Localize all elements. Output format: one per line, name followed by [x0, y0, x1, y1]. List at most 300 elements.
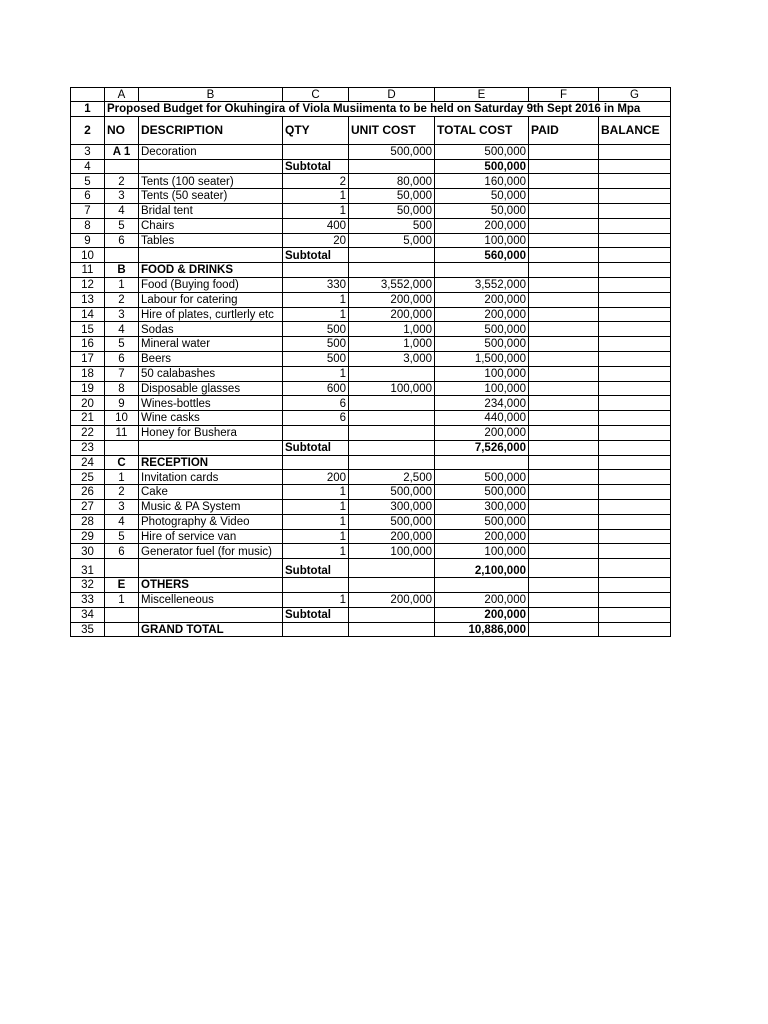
- table-row: [71, 337, 671, 352]
- item-paid: [529, 559, 599, 578]
- item-unit-cost: [349, 455, 435, 470]
- item-no: 3: [105, 307, 139, 322]
- table-row: [71, 592, 671, 607]
- item-description: [139, 248, 283, 263]
- item-unit-cost: 1,000: [349, 337, 435, 352]
- item-qty: [283, 622, 349, 637]
- item-no: 5: [105, 529, 139, 544]
- column-header-row: [71, 88, 671, 102]
- item-unit-cost: [349, 622, 435, 637]
- item-qty: Subtotal: [283, 159, 349, 174]
- item-paid: [529, 322, 599, 337]
- item-unit-cost: 500,000: [349, 144, 435, 159]
- item-unit-cost: 100,000: [349, 544, 435, 559]
- item-no: [105, 622, 139, 637]
- row-number: 30: [71, 544, 105, 559]
- item-balance: [599, 470, 671, 485]
- item-balance: [599, 578, 671, 593]
- item-balance: [599, 277, 671, 292]
- row-number: 16: [71, 337, 105, 352]
- item-qty: [283, 425, 349, 440]
- item-paid: [529, 529, 599, 544]
- row-number: 28: [71, 514, 105, 529]
- row-number: 10: [71, 248, 105, 263]
- item-paid: [529, 159, 599, 174]
- item-balance: [599, 381, 671, 396]
- item-paid: [529, 189, 599, 204]
- row-number: 17: [71, 351, 105, 366]
- table-row: [71, 159, 671, 174]
- item-unit-cost: 500: [349, 218, 435, 233]
- sheet-title: Proposed Budget for Okuhingira of Viola Musiimenta to be held on Saturday 9th Sept 2016 in Mpa: [105, 102, 671, 117]
- column-header-f: F: [529, 88, 599, 102]
- item-description: [139, 159, 283, 174]
- item-balance: [599, 203, 671, 218]
- item-qty: 2: [283, 174, 349, 189]
- item-paid: [529, 351, 599, 366]
- header-qty: QTY: [283, 116, 349, 144]
- row-number: 19: [71, 381, 105, 396]
- item-no: 3: [105, 189, 139, 204]
- item-total-cost: 200,000: [435, 307, 529, 322]
- table-row: [71, 307, 671, 322]
- table-row: [71, 559, 671, 578]
- item-qty: 1: [283, 544, 349, 559]
- item-no: E: [105, 578, 139, 593]
- item-description: Honey for Bushera: [139, 425, 283, 440]
- item-description: Decoration: [139, 144, 283, 159]
- row-number: 21: [71, 411, 105, 426]
- row-number: 25: [71, 470, 105, 485]
- item-total-cost: 500,000: [435, 144, 529, 159]
- item-description: Tables: [139, 233, 283, 248]
- table-row: [71, 174, 671, 189]
- row-number: 13: [71, 292, 105, 307]
- item-balance: [599, 159, 671, 174]
- item-qty: Subtotal: [283, 559, 349, 578]
- item-paid: [529, 233, 599, 248]
- item-total-cost: 100,000: [435, 381, 529, 396]
- table-row: [71, 277, 671, 292]
- item-no: 9: [105, 396, 139, 411]
- item-no: [105, 440, 139, 455]
- item-paid: [529, 381, 599, 396]
- item-paid: [529, 396, 599, 411]
- item-total-cost: 200,000: [435, 529, 529, 544]
- item-total-cost: 50,000: [435, 203, 529, 218]
- corner-cell: [71, 88, 105, 102]
- item-qty: [283, 578, 349, 593]
- item-unit-cost: 50,000: [349, 189, 435, 204]
- item-qty: 500: [283, 322, 349, 337]
- item-total-cost: 500,000: [435, 470, 529, 485]
- item-total-cost: 100,000: [435, 544, 529, 559]
- item-paid: [529, 307, 599, 322]
- row-number: 15: [71, 322, 105, 337]
- item-balance: [599, 307, 671, 322]
- item-qty: 6: [283, 396, 349, 411]
- item-total-cost: 200,000: [435, 425, 529, 440]
- item-qty: [283, 263, 349, 278]
- item-unit-cost: [349, 607, 435, 622]
- row-number: 9: [71, 233, 105, 248]
- item-unit-cost: 1,000: [349, 322, 435, 337]
- table-row: [71, 351, 671, 366]
- table-row: [71, 514, 671, 529]
- item-balance: [599, 607, 671, 622]
- table-row: [71, 499, 671, 514]
- table-row: [71, 440, 671, 455]
- item-description: Generator fuel (for music): [139, 544, 283, 559]
- row-number: 2: [71, 116, 105, 144]
- item-paid: [529, 455, 599, 470]
- item-no: 8: [105, 381, 139, 396]
- item-qty: 330: [283, 277, 349, 292]
- item-unit-cost: 5,000: [349, 233, 435, 248]
- table-row: [71, 381, 671, 396]
- item-no: 2: [105, 174, 139, 189]
- item-unit-cost: 200,000: [349, 307, 435, 322]
- row-number: 7: [71, 203, 105, 218]
- column-header-b: B: [139, 88, 283, 102]
- row-number: 35: [71, 622, 105, 637]
- item-description: Labour for catering: [139, 292, 283, 307]
- item-no: 6: [105, 544, 139, 559]
- row-number: 32: [71, 578, 105, 593]
- item-balance: [599, 144, 671, 159]
- item-total-cost: 2,100,000: [435, 559, 529, 578]
- item-paid: [529, 277, 599, 292]
- item-balance: [599, 218, 671, 233]
- row-number: 33: [71, 592, 105, 607]
- item-description: [139, 559, 283, 578]
- item-paid: [529, 425, 599, 440]
- item-no: [105, 248, 139, 263]
- item-no: 6: [105, 351, 139, 366]
- row-number: 23: [71, 440, 105, 455]
- item-balance: [599, 366, 671, 381]
- item-balance: [599, 455, 671, 470]
- item-description: Disposable glasses: [139, 381, 283, 396]
- item-qty: 1: [283, 292, 349, 307]
- column-header-c: C: [283, 88, 349, 102]
- item-total-cost: 3,552,000: [435, 277, 529, 292]
- item-description: [139, 607, 283, 622]
- item-total-cost: 200,000: [435, 607, 529, 622]
- item-balance: [599, 559, 671, 578]
- row-number: 4: [71, 159, 105, 174]
- row-number: 14: [71, 307, 105, 322]
- item-description: Invitation cards: [139, 470, 283, 485]
- header-balance: BALANCE: [599, 116, 671, 144]
- item-qty: 20: [283, 233, 349, 248]
- item-paid: [529, 578, 599, 593]
- item-unit-cost: [349, 396, 435, 411]
- item-qty: [283, 455, 349, 470]
- item-total-cost: [435, 263, 529, 278]
- item-no: C: [105, 455, 139, 470]
- item-unit-cost: 3,552,000: [349, 277, 435, 292]
- item-description: Food (Buying food): [139, 277, 283, 292]
- item-qty: Subtotal: [283, 440, 349, 455]
- item-description: Mineral water: [139, 337, 283, 352]
- item-unit-cost: 500,000: [349, 514, 435, 529]
- row-number: 22: [71, 425, 105, 440]
- item-qty: 1: [283, 189, 349, 204]
- item-total-cost: 1,500,000: [435, 351, 529, 366]
- item-total-cost: 7,526,000: [435, 440, 529, 455]
- item-description: Beers: [139, 351, 283, 366]
- item-qty: 500: [283, 351, 349, 366]
- item-balance: [599, 499, 671, 514]
- item-no: 11: [105, 425, 139, 440]
- item-total-cost: 50,000: [435, 189, 529, 204]
- item-total-cost: 440,000: [435, 411, 529, 426]
- item-no: A 1: [105, 144, 139, 159]
- row-number: 20: [71, 396, 105, 411]
- row-number: 29: [71, 529, 105, 544]
- item-paid: [529, 592, 599, 607]
- column-header-d: D: [349, 88, 435, 102]
- sheet-body: [71, 88, 671, 637]
- item-total-cost: 500,000: [435, 514, 529, 529]
- item-total-cost: 100,000: [435, 366, 529, 381]
- table-row: [71, 203, 671, 218]
- item-balance: [599, 351, 671, 366]
- item-unit-cost: [349, 159, 435, 174]
- item-qty: 1: [283, 529, 349, 544]
- table-row: [71, 263, 671, 278]
- item-no: [105, 559, 139, 578]
- item-unit-cost: 100,000: [349, 381, 435, 396]
- item-total-cost: 200,000: [435, 218, 529, 233]
- item-description: Hire of plates, curtlerly etc: [139, 307, 283, 322]
- item-description: Music & PA System: [139, 499, 283, 514]
- header-no: NO: [105, 116, 139, 144]
- row-number: 12: [71, 277, 105, 292]
- table-row: [71, 578, 671, 593]
- item-balance: [599, 622, 671, 637]
- item-paid: [529, 218, 599, 233]
- item-no: 4: [105, 514, 139, 529]
- item-paid: [529, 622, 599, 637]
- item-qty: Subtotal: [283, 607, 349, 622]
- table-row: [71, 396, 671, 411]
- item-no: 4: [105, 322, 139, 337]
- item-qty: 400: [283, 218, 349, 233]
- item-total-cost: 500,000: [435, 485, 529, 500]
- table-row: [71, 455, 671, 470]
- item-qty: 1: [283, 592, 349, 607]
- item-description: Tents (100 seater): [139, 174, 283, 189]
- header-paid: PAID: [529, 116, 599, 144]
- column-header-a: A: [105, 88, 139, 102]
- table-row: [71, 622, 671, 637]
- item-total-cost: 234,000: [435, 396, 529, 411]
- table-row: [71, 544, 671, 559]
- item-no: 4: [105, 203, 139, 218]
- item-description: 50 calabashes: [139, 366, 283, 381]
- item-total-cost: 500,000: [435, 322, 529, 337]
- item-description: RECEPTION: [139, 455, 283, 470]
- item-description: FOOD & DRINKS: [139, 263, 283, 278]
- item-balance: [599, 233, 671, 248]
- item-paid: [529, 544, 599, 559]
- row-number: 5: [71, 174, 105, 189]
- item-unit-cost: [349, 440, 435, 455]
- item-balance: [599, 263, 671, 278]
- row-number: 6: [71, 189, 105, 204]
- item-paid: [529, 174, 599, 189]
- table-row: [71, 322, 671, 337]
- item-no: 3: [105, 499, 139, 514]
- item-no: 6: [105, 233, 139, 248]
- item-unit-cost: [349, 248, 435, 263]
- item-no: [105, 159, 139, 174]
- row-number: 3: [71, 144, 105, 159]
- item-unit-cost: 300,000: [349, 499, 435, 514]
- item-total-cost: 500,000: [435, 337, 529, 352]
- item-unit-cost: 3,000: [349, 351, 435, 366]
- table-row: [71, 470, 671, 485]
- row-number: 27: [71, 499, 105, 514]
- item-unit-cost: 200,000: [349, 529, 435, 544]
- item-paid: [529, 203, 599, 218]
- item-unit-cost: 200,000: [349, 592, 435, 607]
- item-paid: [529, 337, 599, 352]
- item-unit-cost: [349, 263, 435, 278]
- item-qty: 1: [283, 307, 349, 322]
- item-description: [139, 440, 283, 455]
- item-description: OTHERS: [139, 578, 283, 593]
- row-number: 8: [71, 218, 105, 233]
- item-balance: [599, 248, 671, 263]
- item-balance: [599, 189, 671, 204]
- item-total-cost: 500,000: [435, 159, 529, 174]
- item-unit-cost: [349, 559, 435, 578]
- item-balance: [599, 322, 671, 337]
- table-row: [71, 607, 671, 622]
- row-number: 1: [71, 102, 105, 117]
- row-number: 26: [71, 485, 105, 500]
- item-no: 10: [105, 411, 139, 426]
- row-number: 31: [71, 559, 105, 578]
- item-balance: [599, 544, 671, 559]
- item-total-cost: 200,000: [435, 292, 529, 307]
- row-number: 34: [71, 607, 105, 622]
- item-paid: [529, 366, 599, 381]
- item-unit-cost: 50,000: [349, 203, 435, 218]
- item-no: 5: [105, 337, 139, 352]
- item-description: Chairs: [139, 218, 283, 233]
- item-total-cost: 160,000: [435, 174, 529, 189]
- table-row: [71, 189, 671, 204]
- table-row: [71, 529, 671, 544]
- item-description: Wine casks: [139, 411, 283, 426]
- item-unit-cost: [349, 425, 435, 440]
- item-unit-cost: 2,500: [349, 470, 435, 485]
- item-description: Sodas: [139, 322, 283, 337]
- item-balance: [599, 411, 671, 426]
- item-balance: [599, 440, 671, 455]
- item-paid: [529, 607, 599, 622]
- item-paid: [529, 292, 599, 307]
- item-qty: 1: [283, 203, 349, 218]
- item-no: 7: [105, 366, 139, 381]
- item-description: Wines-bottles: [139, 396, 283, 411]
- item-unit-cost: 200,000: [349, 292, 435, 307]
- item-description: Hire of service van: [139, 529, 283, 544]
- item-balance: [599, 529, 671, 544]
- item-unit-cost: [349, 578, 435, 593]
- item-total-cost: [435, 455, 529, 470]
- item-balance: [599, 292, 671, 307]
- item-description: Photography & Video: [139, 514, 283, 529]
- item-qty: [283, 144, 349, 159]
- item-no: 5: [105, 218, 139, 233]
- item-no: B: [105, 263, 139, 278]
- item-description: Tents (50 seater): [139, 189, 283, 204]
- item-total-cost: 560,000: [435, 248, 529, 263]
- item-no: 1: [105, 277, 139, 292]
- item-total-cost: [435, 578, 529, 593]
- table-row: [71, 248, 671, 263]
- row-number: 24: [71, 455, 105, 470]
- title-row: [71, 102, 671, 117]
- item-no: 2: [105, 485, 139, 500]
- item-paid: [529, 248, 599, 263]
- item-balance: [599, 396, 671, 411]
- item-no: 1: [105, 592, 139, 607]
- item-balance: [599, 485, 671, 500]
- table-row: [71, 144, 671, 159]
- item-balance: [599, 337, 671, 352]
- item-paid: [529, 411, 599, 426]
- item-description: Miscelleneous: [139, 592, 283, 607]
- table-row: [71, 233, 671, 248]
- budget-spreadsheet: [70, 87, 671, 637]
- table-row: [71, 218, 671, 233]
- item-balance: [599, 592, 671, 607]
- item-qty: 200: [283, 470, 349, 485]
- table-row: [71, 411, 671, 426]
- item-qty: Subtotal: [283, 248, 349, 263]
- item-total-cost: 10,886,000: [435, 622, 529, 637]
- header-row: [71, 116, 671, 144]
- item-unit-cost: 80,000: [349, 174, 435, 189]
- item-total-cost: 100,000: [435, 233, 529, 248]
- item-paid: [529, 514, 599, 529]
- column-header-g: G: [599, 88, 671, 102]
- item-paid: [529, 499, 599, 514]
- row-number: 18: [71, 366, 105, 381]
- item-paid: [529, 144, 599, 159]
- item-paid: [529, 485, 599, 500]
- header-total-cost: TOTAL COST: [435, 116, 529, 144]
- item-paid: [529, 263, 599, 278]
- item-paid: [529, 440, 599, 455]
- item-description: Bridal tent: [139, 203, 283, 218]
- item-unit-cost: [349, 366, 435, 381]
- table-row: [71, 425, 671, 440]
- item-qty: 500: [283, 337, 349, 352]
- item-qty: 6: [283, 411, 349, 426]
- item-no: [105, 607, 139, 622]
- item-qty: 1: [283, 499, 349, 514]
- header-unit-cost: UNIT COST: [349, 116, 435, 144]
- item-unit-cost: 500,000: [349, 485, 435, 500]
- item-no: 1: [105, 470, 139, 485]
